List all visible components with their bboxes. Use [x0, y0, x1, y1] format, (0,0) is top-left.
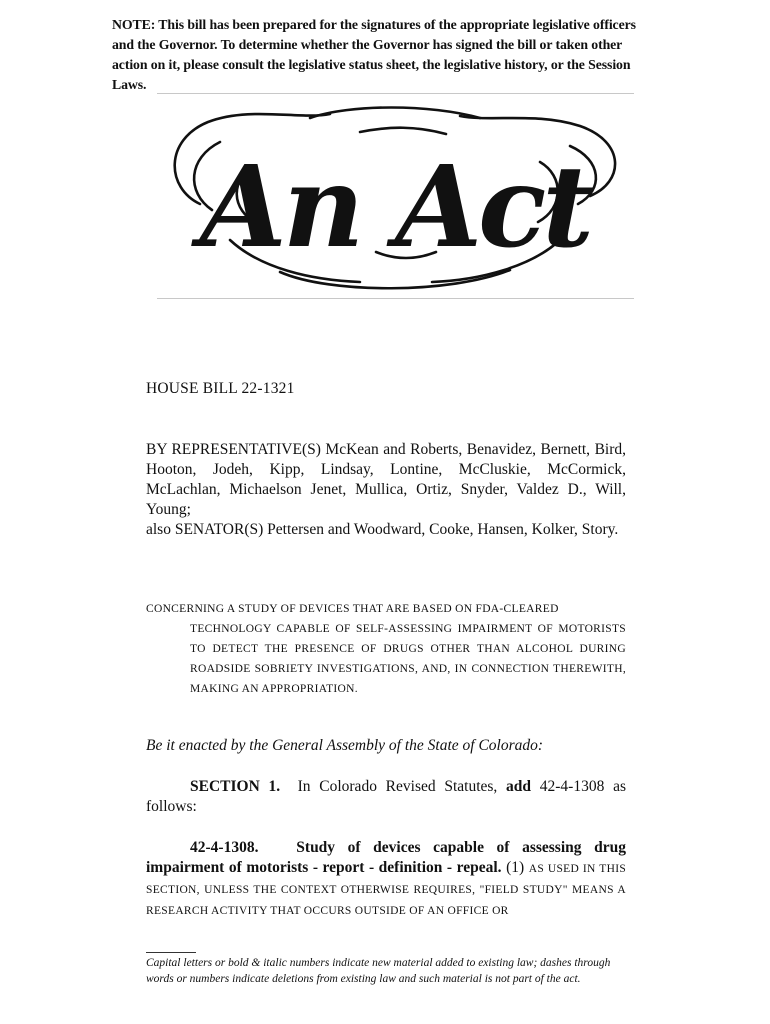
statute-heading: Study of devices capable of assessing drug impairment of motorists - report - definition - repeal.: [146, 839, 626, 876]
header-divider-bottom: [157, 298, 634, 299]
an-act-logo: [160, 100, 630, 296]
an-act-logo-text: An Act: [199, 142, 591, 273]
section-1-text-after: 42-4-1308 as follows:: [146, 778, 626, 815]
header-divider-top: [157, 93, 634, 94]
section-1-heading: SECTION 1.: [190, 778, 281, 795]
footnote: Capital letters or bold & italic numbers indicate new material added to existing law; dashes through words or numbers indicate deletions from existing law and such material is not part of the act.: [146, 957, 611, 985]
enacting-clause: Be it enacted by the General Assembly of the State of Colorado:: [146, 737, 544, 754]
section-1-action: add: [506, 778, 532, 795]
bill-title-continuation: TECHNOLOGY CAPABLE OF SELF-ASSESSING IMPAIRMENT OF MOTORISTS TO DETECT THE PRESENCE OF DRUGS OTHER THAN ALCOHOL DURING ROADSIDE SOBRIETY INVESTIGATIONS, AND, IN CONNECTION THEREWITH, MAKING AN APPROPRIATION.: [190, 623, 626, 695]
statute-42-4-1308: [146, 838, 626, 921]
bill-title-first-line: CONCERNING A STUDY OF DEVICES THAT ARE BASED ON FDA-CLEARED: [146, 603, 559, 615]
section-1-text-before: In Colorado Revised Statutes,: [297, 778, 498, 795]
bill-title: [146, 599, 626, 699]
house-sponsors: BY REPRESENTATIVE(S) McKean and Roberts, Benavidez, Bernett, Bird, Hooton, Jodeh, Kipp, Lindsay, Lontine, McCluskie, McCormick, McLachlan, Michaelson Jenet, Mullica, Ortiz, Snyder, Valdez D., Will, Young;: [146, 441, 626, 518]
section-1: [146, 777, 626, 817]
statute-number: 42-4-1308.: [190, 839, 259, 856]
senate-sponsors: also SENATOR(S) Pettersen and Woodward, Cooke, Hansen, Kolker, Story.: [146, 521, 619, 538]
legislative-note: NOTE: This bill has been prepared for the signatures of the appropriate legislative officers and the Governor. To determine whether the Governor has signed the bill or taken other action on it, please consult the legislative status sheet, the legislative history, or the Session Laws.: [112, 17, 636, 92]
bill-number: HOUSE BILL 22-1321: [146, 380, 295, 397]
footnote-divider: [146, 952, 196, 953]
statute-text: AS USED IN THIS SECTION, UNLESS THE CONTEXT OTHERWISE REQUIRES, "FIELD STUDY" MEANS A RESEARCH ACTIVITY THAT OCCURS OUTSIDE OF AN OFFICE OR: [146, 863, 627, 917]
statute-subsection: (1): [506, 859, 525, 876]
sponsors-block: [146, 440, 626, 540]
